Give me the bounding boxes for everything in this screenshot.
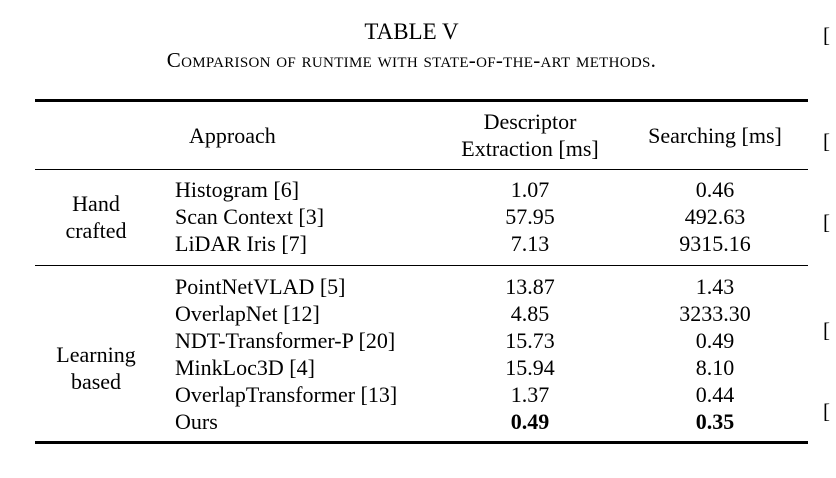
adjacent-column-fragment: [ <box>823 23 830 47</box>
table-row-descriptor: 1.37 <box>510 382 550 407</box>
table-row-searching: 0.44 <box>695 382 735 407</box>
table-row-searching: 9315.16 <box>679 231 751 256</box>
header-descriptor-line1: Descriptor <box>483 109 577 134</box>
table-row-method: OverlapTransformer [13] <box>175 382 398 407</box>
group-label-learning: Learning <box>56 342 136 367</box>
table-row-searching: 1.43 <box>695 274 735 299</box>
bottom-rule <box>35 441 808 444</box>
table-row-descriptor-best: 0.49 <box>510 409 550 434</box>
table-row-searching: 0.46 <box>695 177 735 202</box>
table-row-method: Ours <box>175 409 218 434</box>
table-row-searching: 8.10 <box>695 355 735 380</box>
table-row-method: Scan Context [3] <box>175 204 325 229</box>
table-caption: Comparison of runtime with state-of-the-art methods. <box>166 48 657 72</box>
table-row-searching-best: 0.35 <box>695 409 735 434</box>
header-approach: Approach <box>189 123 276 148</box>
group-label-based: based <box>70 369 122 394</box>
header-searching: Searching [ms] <box>648 123 782 148</box>
table-row-descriptor: 1.07 <box>510 177 550 202</box>
table-title: TABLE V <box>364 19 459 44</box>
header-rule <box>35 169 808 170</box>
table-row-method: OverlapNet [12] <box>175 301 320 326</box>
table-row-method: MinkLoc3D [4] <box>175 355 315 380</box>
adjacent-column-fragment: [ <box>823 129 830 153</box>
top-rule <box>35 99 808 102</box>
table-row-descriptor: 4.85 <box>510 301 550 326</box>
table-row-searching: 492.63 <box>684 204 746 229</box>
adjacent-column-fragment: [ <box>823 318 830 342</box>
table-row-descriptor: 15.94 <box>505 355 555 380</box>
table-row-method: PointNetVLAD [5] <box>175 274 346 299</box>
adjacent-column-fragment: [ <box>823 210 830 234</box>
table-row-method: Histogram [6] <box>175 177 300 202</box>
table-row-searching: 3233.30 <box>679 301 751 326</box>
table-row-descriptor: 13.87 <box>505 274 555 299</box>
group-label-hand: Hand <box>72 191 120 216</box>
group-rule <box>35 265 808 266</box>
table-row-descriptor: 57.95 <box>505 204 555 229</box>
table-row-method: NDT-Transformer-P [20] <box>175 328 396 353</box>
table-row-descriptor: 7.13 <box>510 231 550 256</box>
table-row-method: LiDAR Iris [7] <box>175 231 307 256</box>
group-label-crafted: crafted <box>65 218 127 243</box>
table-row-descriptor: 15.73 <box>505 328 555 353</box>
header-descriptor-line2: Extraction [ms] <box>461 136 599 161</box>
adjacent-column-fragment: [ <box>823 399 830 423</box>
table-row-searching: 0.49 <box>695 328 735 353</box>
